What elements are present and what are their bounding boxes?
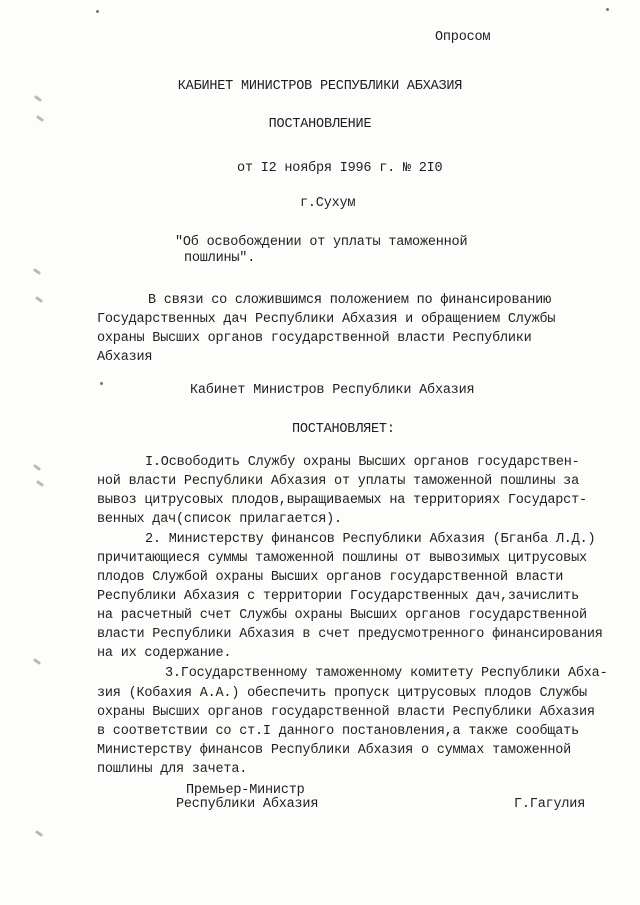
clause-2-line: 2. Министерству финансов Республики Абхазия (Бганба Л.Д.) (145, 532, 596, 547)
cabinet-title: КАБИНЕТ МИНИСТРОВ РЕСПУБЛИКИ АБХАЗИЯ (177, 79, 463, 94)
scan-mark (33, 658, 41, 665)
scan-mark (33, 464, 41, 471)
signature-name: Г.Гагулия (514, 797, 586, 812)
clause-1-line: венных дач(список прилагается). (97, 512, 342, 527)
clause-1-line: вывоз цитрусовых плодов,выращиваемых на территориях Государст- (97, 493, 587, 508)
scan-mark (36, 480, 44, 487)
scan-mark (33, 268, 41, 275)
scan-dot (606, 8, 609, 11)
clause-3-line: зия (Кобахия А.А.) обеспечить пропуск цитрусовых плодов Службы (97, 686, 587, 701)
decree-verb: ПОСТАНОВЛЯЕТ: (292, 422, 395, 437)
clause-2-line: власти Республики Абхазия в счет предусмотренного финансирования (97, 627, 603, 642)
signature-title-2: Республики Абхазия (176, 797, 319, 812)
clause-3-line: в соответствии со ст.I данного постановления,а также сообщать (97, 724, 579, 739)
clause-2-line: причитающиеся суммы таможенной пошлины от вывозимых цитрусовых (97, 551, 587, 566)
scan-dot (100, 382, 103, 385)
decree-issuer: Кабинет Министров Республики Абхазия (190, 383, 475, 398)
preamble-line: охраны Высших органов государственной власти Республики (97, 331, 532, 346)
clause-2-line: на расчетный счет Службы охраны Высших органов государственной (97, 608, 587, 623)
clause-2-line: Республики Абхазия с территории Государственных дач,зачислить (97, 589, 579, 604)
scan-mark (34, 95, 42, 102)
clause-1-line: ной власти Республики Абхазия от уплаты таможенной пошлины за (97, 474, 579, 489)
clause-3-line: Министерству финансов Республики Абхазия о суммах таможенной (97, 743, 572, 758)
clause-3-line: пошлины для зачета. (97, 762, 248, 777)
scan-dot (96, 10, 99, 13)
preamble-line: Абхазия (97, 350, 153, 365)
preamble-line: В связи со сложившимся положением по финансированию (148, 293, 551, 308)
clause-1-line: I.Освободить Службу охраны Высших органов государствен- (145, 455, 580, 470)
clause-2-line: плодов Службой охраны Высших органов государственной власти (97, 570, 564, 585)
subject-line-1: "Об освобождении от уплаты таможенной (175, 235, 468, 250)
document-type: ПОСТАНОВЛЕНИЕ (268, 117, 372, 132)
scan-mark (35, 830, 43, 837)
clause-2-line: на их содержание. (97, 646, 232, 661)
subject-line-2: пошлины". (184, 251, 256, 266)
scan-mark (35, 296, 43, 303)
preamble-line: Государственных дач Республики Абхазия и обращением Службы (97, 312, 556, 327)
header-note: Опросом (435, 30, 491, 45)
place: г.Сухум (300, 196, 356, 211)
signature-title-1: Премьер-Министр (186, 783, 305, 798)
clause-3-line: 3.Государственному таможенному комитету Республики Абха- (165, 666, 608, 681)
clause-3-line: охраны Высших органов государственной власти Республики Абхазия (97, 705, 595, 720)
date-line: от I2 ноября I996 г. № 2I0 (237, 161, 443, 176)
